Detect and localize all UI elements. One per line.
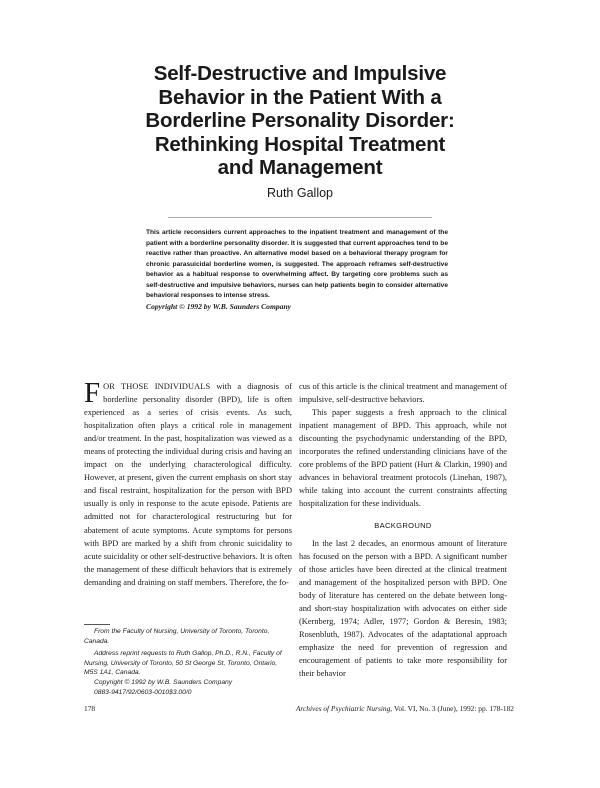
body-paragraph: cus of this article is the clinical treatment and management of impulsive, self-destructive behaviors. — [299, 382, 507, 405]
article-title — [0, 62, 600, 180]
page-number: 178 — [84, 704, 96, 713]
footnote-address: Address reprint requests to Ruth Gallop, Ph.D., R.N., Faculty of Nursing, University of Toronto, 50 St George St, Toronto, Ontario, M5S 1A1, Canada. — [84, 650, 282, 677]
body-paragraph: In the last 2 decades, an enormous amount of literature has focused on the person with a BPD. A significant number of those articles have been directed at the clinical treatment and management of the hospitalized person with BPD. One body of literature has centered on the debate between long- and short-stay hospitalization with advocates on either side (Kernberg, 1974; Adler, 1977; Gordon & Beresin, 1983; Rosenbluth, 1987). Advocates of the adaptational approach emphasize the need for prevention of regression and encouragement of patients to take more responsibility for their behavior — [299, 538, 507, 678]
footnote-copyright: Copyright © 1992 by W.B. Saunders Company — [94, 678, 233, 686]
author-name: Ruth Gallop — [266, 186, 333, 200]
abstract — [146, 228, 448, 313]
title-line: Borderline Personality Disorder: — [145, 109, 455, 132]
drop-cap: F — [84, 377, 101, 409]
title-line: Rethinking Hospital Treatment — [154, 132, 446, 156]
section-heading: BACKGROUND — [374, 521, 432, 531]
title-line: Behavior in the Patient With a — [158, 85, 442, 109]
body-column-left — [84, 377, 292, 589]
volume-info: Vol. VI, No. 3 (June), 1992: pp. 178-182 — [393, 704, 514, 713]
footnote-divider — [84, 624, 110, 625]
footnote-doc-id: 0883-9417/92/0603-0010$3.00/0 — [94, 688, 192, 696]
title-line: Self-Destructive and Impulsive — [153, 62, 447, 85]
footnotes — [84, 627, 289, 697]
divider — [168, 217, 432, 218]
body-paragraph: This paper suggests a fresh approach to the clinical inpatient management of BPD. This approach, while not discounting the psychodynamic understanding of the BPD, incorporates the refined understanding clinicians have of the core problems of the BPD patient (Hurt & Clarkin, 1990) and advances in behavioral treatment protocols (Linehan, 1987), while taking into account the current constraints affecting hospitalization for these individuals. — [299, 408, 507, 509]
journal-name: Archives of Psychiatric Nursing, — [295, 704, 393, 713]
abstract-copyright: Copyright © 1992 by W.B. Saunders Company — [146, 301, 292, 311]
footnote-affiliation: From the Faculty of Nursing, University of Toronto, Toronto, Canada. — [84, 628, 270, 645]
paragraph-text: with a diagnosis of borderline personality disorder (BPD), life is often experienced as a series of crisis events. As such, hospitalization often plays a critical role in management and/or treatment. In the past, hospitalization was viewed as a means of protecting the individual during crisis and having an impact on the underlying characterological difficulty. However, at present, given the current emphasis on short stay and fiscal restraint, hospitalization for the person with BPD usually is only in response to the acute episode. Patients are admitted not for characterological restructuring but for abatement of acute symptoms. Acute symptoms for persons with BPD are marked by a shift from chronic suicidality to acute suicidality or other self-destructive behaviors. It is often the management of these difficult behaviors that is extremely demanding and draining on staff members. Therefore, the fo- — [84, 382, 292, 587]
lead-in: OR THOSE INDIVIDUALS — [103, 382, 211, 391]
body-column-right — [299, 380, 507, 680]
body-paragraph — [84, 377, 292, 589]
title-line: and Management — [217, 156, 383, 179]
abstract-text: This article reconsiders current approaches to the inpatient treatment and management of the patient with a borderline personality disorder. It is suggested that current approaches tend to be reactive rather than proactive. An alternative model based on a behavioral therapy program for chronic parasuicidal borderline women, is suggested. The approach reframes self-destructive behavior as a habitual response to overwhelming affect. By targeting core problems such as self-destructive and impulsive behaviors, nurses can help patients begin to consider alternative behavioral responses to intense stress. — [146, 229, 448, 299]
journal-citation — [296, 704, 514, 713]
